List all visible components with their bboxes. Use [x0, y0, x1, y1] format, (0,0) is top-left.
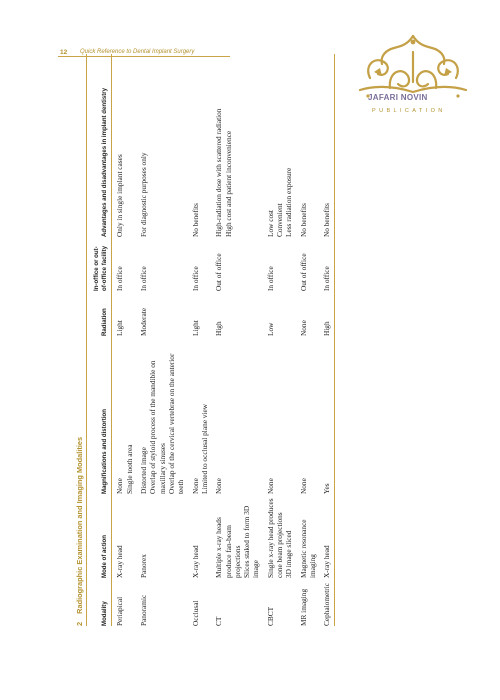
advantages-line: High cost and patient inconvenience	[223, 130, 233, 237]
distortion-line: None	[298, 478, 308, 494]
mode-line: X-ray head	[115, 545, 125, 578]
facility-cell: In office	[138, 266, 148, 291]
mode-line: 3D image sliced	[284, 530, 294, 578]
column-header: In-office or out-of-office facility	[91, 237, 112, 291]
modality-cell: Periapical	[115, 596, 125, 626]
radiation-cell: None	[298, 320, 308, 336]
distortion-line: Single tooth area	[124, 444, 134, 494]
radiation-cell: Light	[190, 320, 200, 336]
mode-cell	[188, 494, 212, 578]
table-row	[319, 54, 334, 626]
facility-cell: In office	[190, 266, 200, 291]
advantages-cell	[112, 54, 136, 237]
distortion-cell	[211, 336, 263, 494]
table-row	[296, 54, 320, 626]
facility-cell: Out of office	[298, 253, 308, 291]
mode-line: Panorex	[138, 554, 148, 578]
facility-cell: In office	[265, 266, 275, 291]
advantages-line: For diagnostic purposes only	[138, 152, 148, 237]
advantages-line: High-radiation dose with scattered radiation	[214, 108, 224, 237]
radiation-cell: Low	[265, 322, 275, 336]
advantages-line: No benefits	[298, 203, 308, 237]
imaging-modalities-table	[91, 54, 335, 626]
mode-cell	[263, 494, 296, 578]
radiation-cell: Light	[115, 320, 125, 336]
table-row	[188, 54, 212, 626]
table-row	[211, 54, 263, 626]
column-header: Mode of action	[91, 494, 112, 578]
mode-cell	[296, 494, 320, 578]
advantages-line: No benefits	[322, 203, 332, 237]
distortion-line: None	[265, 478, 275, 494]
advantages-cell	[211, 54, 263, 237]
distortion-cell	[188, 336, 212, 494]
advantages-line: Less radiation exposure	[284, 167, 294, 237]
page-number: 12	[60, 49, 68, 56]
distortion-line: Overlap of the cervical vertebrae on the anterior teeth	[166, 353, 186, 494]
distortion-line: Limited to occlusal plane view	[199, 404, 209, 494]
column-header: Modality	[91, 578, 112, 626]
mode-line: Magnetic resonance imaging	[298, 519, 318, 578]
column-header: Advantages and disadvantages in implant dentistry	[91, 54, 112, 237]
radiation-cell: Moderate	[138, 308, 148, 336]
table-row	[136, 54, 188, 626]
distortion-line: Overlap of styloid process of the mandible on maxillary sinuses	[148, 360, 167, 494]
distortion-line: None	[214, 478, 224, 494]
modality-cell: Occlusal	[190, 600, 200, 626]
advantages-line: Convenient	[275, 203, 285, 237]
mode-line: Multiple x-ray heads produce fan-beam projections	[214, 517, 242, 578]
mode-cell	[211, 494, 263, 578]
modality-cell: CT	[214, 616, 224, 626]
section-number: 2	[75, 621, 84, 626]
rotated-table-block	[65, 50, 425, 630]
distortion-line: None	[115, 478, 125, 494]
mode-line: X-ray head	[322, 545, 332, 578]
mode-line: X-ray head	[190, 545, 200, 578]
distortion-cell	[263, 336, 296, 494]
column-header: Magnifications and distortion	[91, 336, 112, 494]
mode-line: Single x-ray head produces cone beam projections	[265, 498, 285, 578]
radiation-cell: High	[214, 321, 224, 336]
distortion-line: Distorted image	[138, 447, 148, 494]
mode-cell	[112, 494, 136, 578]
running-header-title: Quick Reference to Dental Implant Surgery	[80, 49, 195, 55]
table-header-row	[91, 54, 112, 626]
advantages-line: No benefits	[190, 203, 200, 237]
advantages-cell	[296, 54, 320, 237]
advantages-cell	[188, 54, 212, 237]
advantages-cell	[319, 54, 334, 237]
mode-cell	[319, 494, 334, 578]
mode-cell	[136, 494, 188, 578]
facility-cell: In office	[115, 266, 125, 291]
distortion-line: None	[190, 478, 200, 494]
mode-line: Slices staked to form 3D image	[242, 505, 261, 578]
distortion-line: Yes	[322, 483, 332, 494]
modality-cell: Panoramic	[138, 594, 148, 626]
distortion-cell	[319, 336, 334, 494]
publisher-subtitle: PUBLICATION	[372, 108, 446, 114]
advantages-line: Low cost	[265, 210, 275, 237]
distortion-cell	[136, 336, 188, 494]
advantages-cell	[263, 54, 296, 237]
table-row	[263, 54, 296, 626]
section-heading	[75, 437, 84, 626]
facility-cell: Out of office	[214, 253, 224, 291]
radiation-cell: High	[319, 291, 334, 336]
column-header: Radiation	[91, 291, 112, 336]
distortion-cell	[296, 336, 320, 494]
advantages-line: Only in single implant cases	[115, 154, 125, 237]
facility-cell: In office	[319, 237, 334, 291]
modality-cell: CBCT	[265, 606, 275, 626]
section-rule	[86, 54, 87, 626]
advantages-cell	[136, 54, 188, 237]
modality-cell: MR imaging	[298, 588, 308, 626]
publisher-name: JAFARI NOVIN	[368, 93, 428, 102]
distortion-cell	[112, 336, 136, 494]
modality-cell: Cephalometric	[319, 578, 334, 626]
section-title: Radiographic Examination and Imaging Modalities	[75, 436, 84, 614]
table-row	[112, 54, 136, 626]
